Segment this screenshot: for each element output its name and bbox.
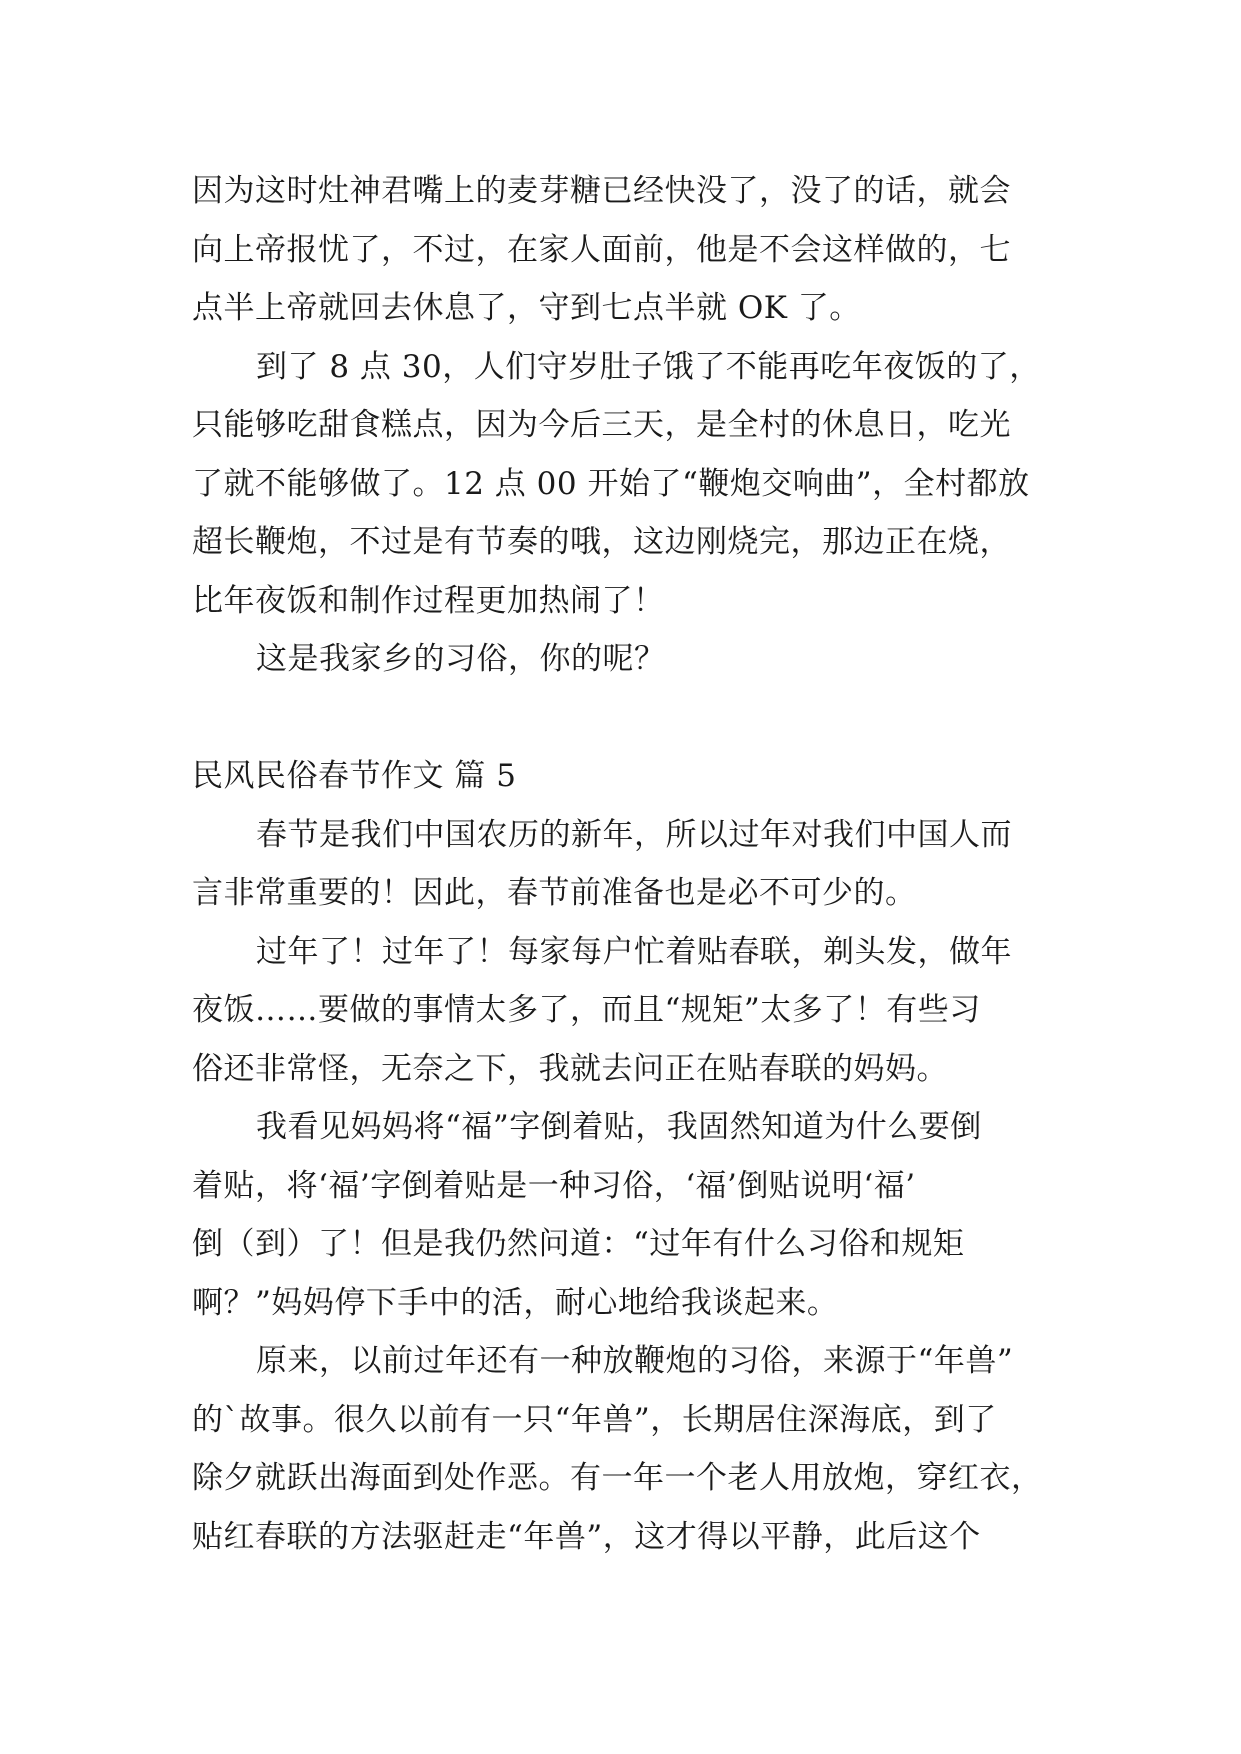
text-line: 夜饭……要做的事情太多了，而且“规矩”太多了！有些习 (192, 992, 981, 1028)
text-line: 点半上帝就回去休息了，守到七点半就 OK 了。 (192, 290, 861, 326)
text-line: 了就不能够做了。12 点 00 开始了“鞭炮交响曲”，全村都放 (192, 465, 1030, 502)
section-gap (192, 689, 1072, 748)
paragraph (192, 1332, 1072, 1566)
text-line: 着贴，将‘福’字倒着贴是一种习俗，‘福’倒贴说明‘福’ (192, 1167, 916, 1204)
text-line: 因为这时灶神君嘴上的麦芽糖已经快没了，没了的话，就会 (192, 173, 1011, 209)
text-line: 原来，以前过年还有一种放鞭炮的习俗，来源于“年兽” (256, 1343, 1014, 1379)
text-line: 这是我家乡的习俗，你的呢？ (256, 641, 666, 677)
text-line: 到了 8 点 30，人们守岁肚子饿了不能再吃年夜饭的了， (256, 348, 1041, 385)
text-line: 的`故事。很久以前有一只“年兽”，长期居住深海底，到了 (192, 1401, 997, 1438)
document-body (192, 162, 1072, 1566)
text-line: 倒（到）了！但是我仍然问道：“过年有什么习俗和规矩 (192, 1226, 965, 1262)
section-title: 民风民俗春节作文 篇 5 (192, 758, 517, 794)
text-line: 俗还非常怪，无奈之下，我就去问正在贴春联的妈妈。 (192, 1050, 948, 1087)
text-line: 我看见妈妈将“福”字倒着贴，我固然知道为什么要倒 (256, 1109, 982, 1145)
text-line: 超长鞭炮，不过是有节奏的哦，这边刚烧完，那边正在烧， (192, 524, 1011, 560)
text-line: 春节是我们中国农历的新年，所以过年对我们中国人而 (256, 816, 1012, 853)
text-line: 贴红春联的方法驱赶走“年兽”，这才得以平静，此后这个 (192, 1518, 981, 1555)
text-line: 除夕就跃出海面到处作恶。有一年一个老人用放炮，穿红衣， (192, 1460, 1043, 1496)
paragraph (192, 338, 1072, 631)
paragraph (192, 162, 1072, 338)
text-line: 向上帝报忧了，不过，在家人面前，他是不会这样做的，七 (192, 231, 1011, 268)
paragraph (192, 806, 1072, 923)
paragraph (192, 630, 1072, 689)
text-line: 只能够吃甜食糕点，因为今后三天，是全村的休息日，吃光 (192, 407, 1011, 443)
text-line: 啊？”妈妈停下手中的活，耐心地给我谈起来。 (192, 1284, 839, 1321)
paragraph (192, 923, 1072, 1099)
paragraph (192, 1098, 1072, 1332)
text-line: 过年了！过年了！每家每户忙着贴春联，剃头发，做年 (256, 933, 1012, 970)
text-line: 言非常重要的！因此，春节前准备也是必不可少的。 (192, 875, 917, 911)
text-line: 比年夜饭和制作过程更加热闹了！ (192, 582, 665, 619)
